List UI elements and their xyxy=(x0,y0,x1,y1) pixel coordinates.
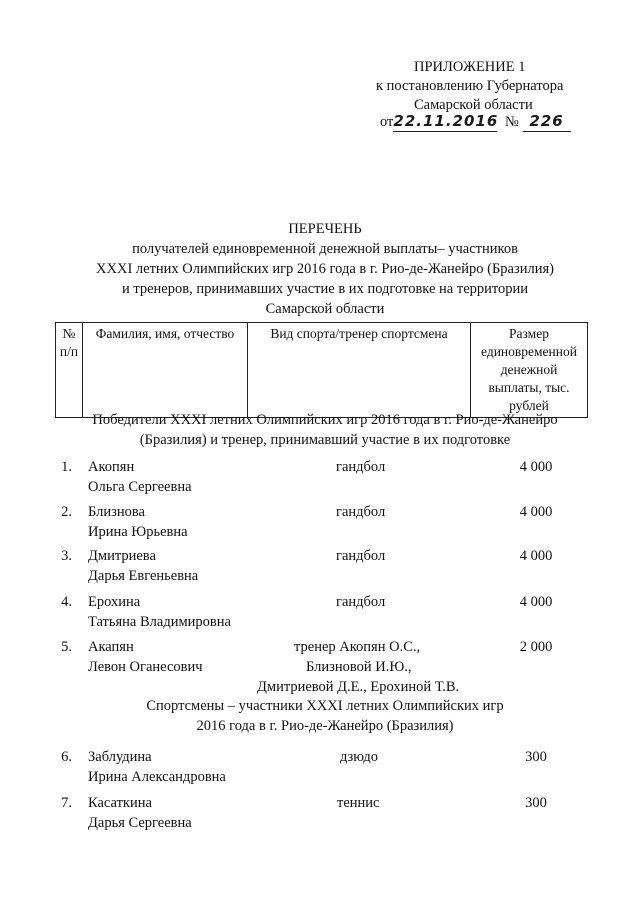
handwritten-date: 22.11.2016 xyxy=(393,112,499,130)
row-given-name: Дарья Сергеевна xyxy=(88,815,192,831)
section-winners-line-1: Победители XXXI летних Олимпийских игр 2016 года в г. Рио-де-Жанейро xyxy=(92,412,558,428)
row-amount: 4 000 xyxy=(519,548,553,564)
number-label: № xyxy=(505,114,519,130)
col-name-header: Фамилия, имя, отчество xyxy=(83,323,248,418)
table-row xyxy=(0,545,640,591)
col-amount-header: Размер единовременной денежной выплаты, тыс. рублей xyxy=(471,323,588,418)
title-line-3: XXXI летних Олимпийских игр 2016 года в г. Рио-де-Жанейро (Бразилия) xyxy=(96,261,554,277)
title-line-2: получателей единовременной денежной выплаты– участников xyxy=(132,241,518,257)
row-surname: Касаткина xyxy=(88,795,152,811)
row-number: 3. xyxy=(61,548,72,564)
row-sport: гандбол xyxy=(336,504,386,520)
row-given-name: Ирина Юрьевна xyxy=(88,524,188,540)
row-number: 5. xyxy=(61,639,72,655)
row-number: 7. xyxy=(61,795,72,811)
row-surname: Заблудина xyxy=(88,749,152,765)
row-given-name: Ольга Сергеевна xyxy=(88,479,192,495)
from-label: от xyxy=(380,114,394,130)
row-coach-line-2: Близновой И.Ю., xyxy=(306,659,412,675)
table-row xyxy=(0,746,640,792)
row-given-name: Татьяна Владимировна xyxy=(88,614,231,630)
section-participants-line-2: 2016 года в г. Рио-де-Жанейро (Бразилия) xyxy=(196,718,454,734)
document-title xyxy=(40,219,610,319)
row-sport: гандбол xyxy=(336,459,386,475)
table-header xyxy=(55,322,588,418)
section-winners-heading xyxy=(40,410,610,450)
row-surname: Акапян xyxy=(88,639,134,655)
section-participants-line-1: Спортсмены – участники XXXI летних Олимпийских игр xyxy=(146,698,504,714)
appendix-date-line xyxy=(380,112,571,132)
row-amount: 4 000 xyxy=(519,594,553,610)
table-row xyxy=(0,636,640,702)
col-number-header: № п/п xyxy=(56,323,83,418)
row-amount: 300 xyxy=(525,795,547,811)
row-amount: 2 000 xyxy=(519,639,553,655)
section-participants-heading xyxy=(40,696,610,736)
row-amount: 4 000 xyxy=(519,504,553,520)
row-sport: гандбол xyxy=(336,548,386,564)
title-line-5: Самарской области xyxy=(265,301,385,317)
row-surname: Ерохина xyxy=(88,594,141,610)
row-number: 4. xyxy=(61,594,72,610)
row-given-name: Левон Оганесович xyxy=(88,659,203,675)
row-sport: гандбол xyxy=(336,594,386,610)
row-number: 6. xyxy=(61,749,72,765)
title-line-1: ПЕРЕЧЕНЬ xyxy=(288,221,362,237)
row-sport: дзюдо xyxy=(340,749,379,765)
table-row xyxy=(0,591,640,637)
row-surname: Дмитриева xyxy=(88,548,156,564)
row-surname: Близнова xyxy=(88,504,145,520)
row-coach-line-1: тренер Акопян О.С., xyxy=(294,639,421,655)
row-coach-line-3: Дмитриевой Д.Е., Ерохиной Т.В. xyxy=(257,679,460,695)
row-surname: Акопян xyxy=(88,459,135,475)
handwritten-number: 226 xyxy=(523,112,571,132)
section-winners-line-2: (Бразилия) и тренер, принимавший участие в их подготовке xyxy=(139,432,511,448)
row-amount: 4 000 xyxy=(519,459,553,475)
row-number: 2. xyxy=(61,504,72,520)
table-row xyxy=(0,456,640,502)
table-row xyxy=(0,792,640,838)
appendix-region: Самарской области xyxy=(414,97,533,113)
col-sport-header: Вид спорта/тренер спортсмена xyxy=(248,323,471,418)
row-number: 1. xyxy=(61,459,72,475)
appendix-label: ПРИЛОЖЕНИЕ 1 xyxy=(414,59,526,75)
table-row xyxy=(0,501,640,547)
row-amount: 300 xyxy=(525,749,547,765)
row-sport: теннис xyxy=(337,795,380,811)
row-given-name: Ирина Александровна xyxy=(88,769,226,785)
row-given-name: Дарья Евгеньевна xyxy=(88,568,199,584)
title-line-4: и тренеров, принимавших участие в их подготовке на территории xyxy=(121,281,529,297)
appendix-reference: к постановлению Губернатора xyxy=(376,78,564,94)
